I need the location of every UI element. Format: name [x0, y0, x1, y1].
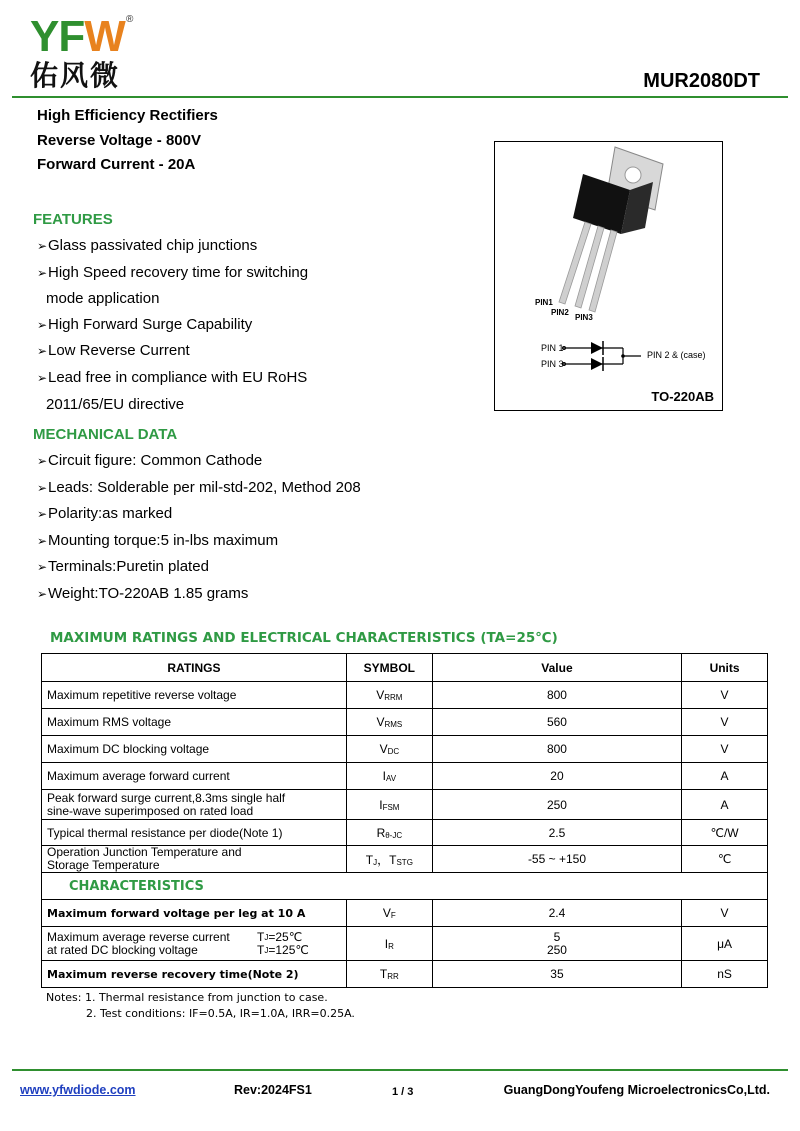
unit-cell: V	[682, 736, 768, 763]
condition-subscript: J	[264, 932, 269, 942]
mechanical-text: Leads: Solderable per mil-std-202, Method 208	[48, 478, 361, 496]
unit-cell: ℃	[682, 846, 768, 873]
condition-text: =125℃	[268, 942, 309, 957]
pin3-label: PIN3	[575, 313, 593, 322]
table-row	[42, 709, 768, 736]
rating-cell: Maximum DC blocking voltage	[42, 736, 347, 763]
symbol-cell	[346, 900, 432, 927]
feature-text: mode application	[46, 290, 160, 308]
feature-item	[37, 233, 308, 260]
arrow-icon: ➢	[37, 560, 48, 575]
rating-cell: Maximum reverse recovery time(Note 2)	[42, 961, 347, 988]
arrow-icon: ➢	[37, 533, 48, 548]
feature-item-continued	[37, 286, 308, 312]
rating-text: Maximum average reverse current	[47, 929, 230, 944]
feature-text: High Speed recovery time for switching	[48, 263, 309, 281]
symbol-subscript: STG	[396, 857, 413, 867]
feature-text: Low Reverse Current	[48, 342, 190, 360]
unit-cell: nS	[682, 961, 768, 988]
symbol-subscript: F	[390, 911, 396, 920]
rating-cell	[42, 790, 347, 820]
arrow-icon: ➢	[37, 265, 48, 280]
mechanical-title: MECHANICAL DATA	[33, 426, 178, 443]
value-cell: 2.5	[432, 820, 681, 846]
summary-current: Forward Current - 20A	[37, 156, 196, 173]
ratings-table	[41, 653, 768, 988]
characteristics-row	[42, 873, 768, 900]
mechanical-item	[37, 528, 361, 555]
footer-divider	[12, 1069, 788, 1071]
value-line: 250	[546, 942, 567, 957]
symbol-text: T	[365, 852, 374, 867]
circuit-pin1-label: PIN 1	[541, 343, 564, 353]
symbol-cell	[346, 709, 432, 736]
rating-cell	[42, 927, 347, 961]
unit-cell: A	[682, 790, 768, 820]
symbol-text: V	[376, 715, 385, 729]
rating-cell: Maximum RMS voltage	[42, 709, 347, 736]
summary-title: High Efficiency Rectifiers	[37, 107, 218, 124]
pin1-label: PIN1	[535, 298, 553, 307]
symbol-cell	[346, 736, 432, 763]
condition-text: T	[257, 929, 265, 944]
value-cell: -55 ~ +150	[432, 846, 681, 873]
value-cell: 35	[432, 961, 681, 988]
mechanical-item	[37, 501, 361, 528]
mechanical-text: Terminals:Puretin plated	[48, 558, 209, 576]
mechanical-item	[37, 448, 361, 475]
notes	[46, 990, 355, 1022]
table-row	[42, 846, 768, 873]
symbol-subscript: RMS	[384, 720, 403, 729]
value-line: 5	[553, 929, 561, 944]
package-diagram	[494, 141, 723, 411]
header-divider	[12, 96, 788, 98]
mechanical-item	[37, 554, 361, 581]
arrow-icon: ➢	[37, 317, 48, 332]
unit-cell: V	[682, 682, 768, 709]
symbol-text: T	[379, 967, 388, 981]
arrow-icon: ➢	[37, 507, 48, 522]
value-cell	[432, 927, 681, 961]
symbol-cell	[346, 682, 432, 709]
rating-cell: Maximum forward voltage per leg at 10 A	[42, 900, 347, 927]
arrow-icon: ➢	[37, 370, 48, 385]
mechanical-text: Polarity:as marked	[48, 505, 173, 523]
symbol-cell	[346, 763, 432, 790]
symbol-subscript: FSM	[382, 802, 400, 812]
symbol-cell	[346, 927, 432, 961]
value-cell: 560	[432, 709, 681, 736]
website-link[interactable]: www.yfwdiode.com	[20, 1083, 136, 1097]
company-name: GuangDongYoufeng MicroelectronicsCo,Ltd.	[503, 1083, 770, 1097]
features-title: FEATURES	[33, 211, 113, 228]
rating-cell: Maximum repetitive reverse voltage	[42, 682, 347, 709]
symbol-subscript: DC	[387, 747, 400, 756]
rating-line	[47, 944, 341, 957]
value-cell: 250	[432, 790, 681, 820]
symbol-text: V	[379, 742, 388, 756]
revision-text: Rev:2024FS1	[234, 1083, 312, 1097]
symbol-text: R	[376, 825, 386, 840]
note-line-1: Notes: 1. Thermal resistance from junction to case.	[46, 991, 328, 1004]
mechanical-item	[37, 475, 361, 502]
symbol-subscript: RR	[387, 972, 399, 981]
logo-latin-w: W	[84, 12, 125, 61]
condition-text: =25℃	[268, 929, 303, 944]
table-row	[42, 927, 768, 961]
summary-voltage: Reverse Voltage - 800V	[37, 131, 201, 149]
symbol-subscript: AV	[385, 774, 397, 783]
page-number: 1 / 3	[392, 1086, 414, 1098]
circuit-pin2-label: PIN 2 & (case)	[647, 350, 706, 360]
rating-cell	[42, 846, 347, 873]
unit-cell: A	[682, 763, 768, 790]
value-cell: 2.4	[432, 900, 681, 927]
arrow-icon: ➢	[37, 344, 48, 359]
symbol-text: V	[376, 688, 385, 702]
symbol-text: I	[384, 936, 389, 951]
part-number: MUR2080DT	[643, 70, 760, 92]
symbol-text: ，T	[377, 852, 397, 867]
rating-text: at rated DC blocking voltage	[47, 942, 198, 957]
characteristics-title: CHARACTERISTICS	[42, 873, 768, 900]
feature-text: Lead free in compliance with EU RoHS	[48, 368, 308, 386]
mechanical-text: Mounting torque:5 in-lbs maximum	[48, 531, 279, 549]
table-row	[42, 900, 768, 927]
symbol-subscript: θ-JC	[385, 830, 403, 840]
mechanical-item	[37, 581, 361, 608]
logo-latin-yf: YF	[30, 12, 85, 61]
logo-latin	[30, 14, 125, 60]
header-units: Units	[682, 654, 768, 682]
mechanical-text: Circuit figure: Common Cathode	[48, 452, 263, 469]
arrow-icon: ➢	[37, 480, 48, 495]
rating-cell: Typical thermal resistance per diode(Note 1)	[42, 820, 347, 846]
table-row	[42, 961, 768, 988]
symbol-cell	[346, 961, 432, 988]
feature-text: High Forward Surge Capability	[48, 315, 253, 333]
package-name: TO-220AB	[651, 389, 714, 404]
rating-line: Operation Junction Temperature and	[47, 845, 242, 859]
feature-item	[37, 260, 308, 287]
feature-item	[37, 365, 308, 392]
mechanical-list	[37, 448, 361, 608]
to220-package-icon	[495, 142, 724, 412]
rating-line: Storage Temperature	[47, 858, 160, 872]
symbol-cell	[346, 790, 432, 820]
feature-item	[37, 338, 308, 365]
symbol-cell	[346, 846, 432, 873]
rating-cell: Maximum average forward current	[42, 763, 347, 790]
symbol-cell	[346, 820, 432, 846]
company-logo	[30, 14, 140, 94]
pin2-label: PIN2	[551, 308, 569, 317]
arrow-icon: ➢	[37, 454, 48, 468]
unit-cell: V	[682, 709, 768, 736]
table-header-row	[42, 654, 768, 682]
unit-cell: V	[682, 900, 768, 927]
symbol-text: I	[379, 797, 383, 812]
unit-cell: μA	[682, 927, 768, 961]
note-line-2: 2. Test conditions: IF=0.5A, IR=1.0A, IRR=0.25A.	[86, 1007, 355, 1020]
table-row	[42, 682, 768, 709]
table-row	[42, 820, 768, 846]
registered-mark: ®	[126, 14, 134, 25]
rating-line	[47, 931, 341, 944]
feature-item-continued	[37, 392, 308, 418]
rating-line: Peak forward surge current,8.3ms single half	[47, 790, 286, 805]
symbol-subscript: J	[373, 857, 378, 867]
circuit-pin3-label: PIN 3	[541, 359, 564, 369]
logo-chinese: 佑风微	[30, 59, 121, 92]
table-title: MAXIMUM RATINGS AND ELECTRICAL CHARACTERISTICS (TA=25℃)	[50, 630, 558, 646]
value-cell: 800	[432, 682, 681, 709]
arrow-icon: ➢	[37, 239, 48, 253]
table-row	[42, 763, 768, 790]
unit-cell: ℃/W	[682, 820, 768, 846]
feature-text: 2011/65/EU directive	[46, 395, 185, 413]
value-cell: 20	[432, 763, 681, 790]
product-summary	[37, 104, 218, 178]
symbol-text: I	[382, 769, 386, 783]
features-list	[37, 233, 308, 417]
feature-item	[37, 312, 308, 339]
value-cell: 800	[432, 736, 681, 763]
table-row	[42, 736, 768, 763]
table-row	[42, 790, 768, 820]
arrow-icon: ➢	[37, 586, 48, 601]
condition-text: T	[257, 942, 265, 957]
header-value: Value	[432, 654, 681, 682]
symbol-subscript: RRM	[384, 693, 403, 702]
mechanical-text: Weight:TO-220AB 1.85 grams	[48, 584, 249, 602]
header-ratings: RATINGS	[42, 654, 347, 682]
rating-line: sine-wave superimposed on rated load	[47, 803, 254, 818]
symbol-text: V	[382, 906, 391, 920]
feature-text: Glass passivated chip junctions	[48, 237, 258, 254]
condition-subscript: J	[264, 945, 269, 955]
header-symbol: SYMBOL	[346, 654, 432, 682]
symbol-subscript: R	[388, 941, 394, 951]
